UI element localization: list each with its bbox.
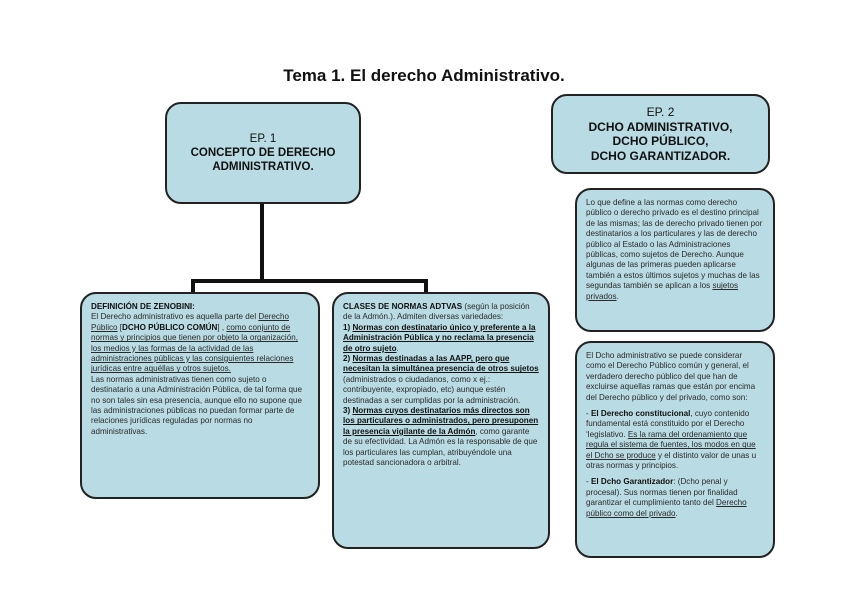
dcho-comun-garantizador: El Dcho Garantizador [590,477,674,487]
clases-item2-rest: (administrados o ciudadanos, como x ej.: contribuyente, expropiado, etc) aunque estén destinadas a ser cumplidas por la administración. [343,374,521,405]
clases-item3-text: Normas cuyos destinatarios más directos son los particulares o administrados, pero presuponen la presencia vigilante de la Admón [343,406,539,436]
publico-privado-box [575,188,775,332]
clases-box [332,292,550,549]
definicion-box [80,292,320,499]
connector-ep1-stem [260,204,264,282]
publico-privado-text: Lo que define a las normas como derecho público o derecho privado es el destino principal de las mismas; las de derecho privado tienen por destinatarios a los particulares y las de derecho público al Estado o las Administraciones públicas, como sujetos de Derecho. Aunque algunas de las primeras pueden aplicarse también a estos últimos sujetos y muchas de las segundas también se aplican a los [586,198,763,291]
clases-item3-rest: , como garante de su efectividad. La Admón es la responsable de que los particulares las cumplan, atribuyéndole una potestad sancionadora o arbitral. [343,426,538,468]
dcho-comun-c2-underlined: Derecho público como del privado [586,498,747,518]
dcho-comun-c2-dash: - [586,477,591,487]
publico-privado-end: . [616,291,619,301]
dcho-comun-intro: El Dcho administrativo se puede considerar como el Derecho Público común y general, el verdadero derecho público del que han de excluirse aquellas ramas que están por encima del Derecho público y del privado, como son: [586,351,756,402]
ep1-title-line2: ADMINISTRATIVO. [212,161,314,173]
dcho-comun-box [575,341,775,558]
ep1-title-line1: CONCEPTO DE DERECHO [190,147,336,159]
definicion-text-bold: DCHO PÚBLICO COMÚN [122,322,218,332]
dcho-comun-c1-underlined: Es la rama del ordenamiento que regula el sistema de fuentes, los modos en que el Dcho se produce [586,429,756,460]
definicion-paragraph-2: Las normas administrativas tienen como sujeto o destinatario a una Administración Pública, de tal forma que no son tales sin esa presencia, aunque ello no supone que las administraciones públicas no puedan formar parte de relaciones jurídicas reguladas por normas no administrativas. [91,374,303,436]
clases-heading: CLASES DE NORMAS ADTVAS [343,302,463,311]
clases-item1-end: . [396,343,399,353]
dcho-comun-c1-a: , cuyo contenido fundamental está constituido por el Derecho ‘legislativo. [586,409,750,439]
connector-ep1-bar [191,279,428,283]
ep2-header-box [551,94,770,174]
ep1-label: EP. 1 [249,133,277,145]
dcho-comun-c2-end: . [675,508,678,518]
definicion-text-a: El Derecho administrativo es aquella parte del [91,312,259,322]
clases-item1-num: 1) [343,322,353,332]
clases-item3-num: 3) [343,406,353,416]
page-title: Tema 1. El derecho Administrativo. [283,66,565,85]
dcho-comun-c2-a: : (Dcho penal y procesal). Sus normas tienen por finalidad garantizar el cumplimiento tanto del [586,477,738,508]
clases-item1-text: Normas con destinatario único y preferente a la Administración Pública y no reclama la presencia de otro sujeto [343,322,536,353]
definicion-text-b: [ [117,322,123,332]
ep2-title-line1: DCHO ADMINISTRATIVO, [588,119,733,134]
ep2-title-line2: DCHO PÚBLICO, [612,134,709,148]
clases-item2-text: Normas destinadas a las AAPP, pero que necesitan la simultánea presencia de otros sujetos [343,354,539,374]
definicion-text-underlined: como conjunto de normas y principios que tienen por objeto la organización, los medios y las formas de la actividad de las administraciones públicas y las consiguientes relaciones jurídicas entre aquéllas y otros sujetos. [91,322,298,374]
dcho-comun-c1-b: y el distinto valor de unas u otras normas y principios. [586,450,757,471]
dcho-comun-constitucional: El Derecho constitucional [590,409,691,419]
definicion-text-derecho-publico: Derecho Público [91,312,289,332]
ep2-label: EP. 2 [646,105,675,119]
ep1-header-box [165,102,361,204]
definicion-heading: DEFINICIÓN DE ZENOBINI: [91,302,195,311]
clases-item2-num: 2) [343,354,353,364]
dcho-comun-c1-dash: - [586,409,591,419]
definicion-text-c: ] , [217,322,227,332]
ep2-title-line3: DCHO GARANTIZADOR. [590,148,731,163]
publico-privado-sujetos: sujetos privados [586,281,739,301]
clases-heading-note: (según la posición de la Admón.). Admiten diversas variedades: [343,302,530,322]
